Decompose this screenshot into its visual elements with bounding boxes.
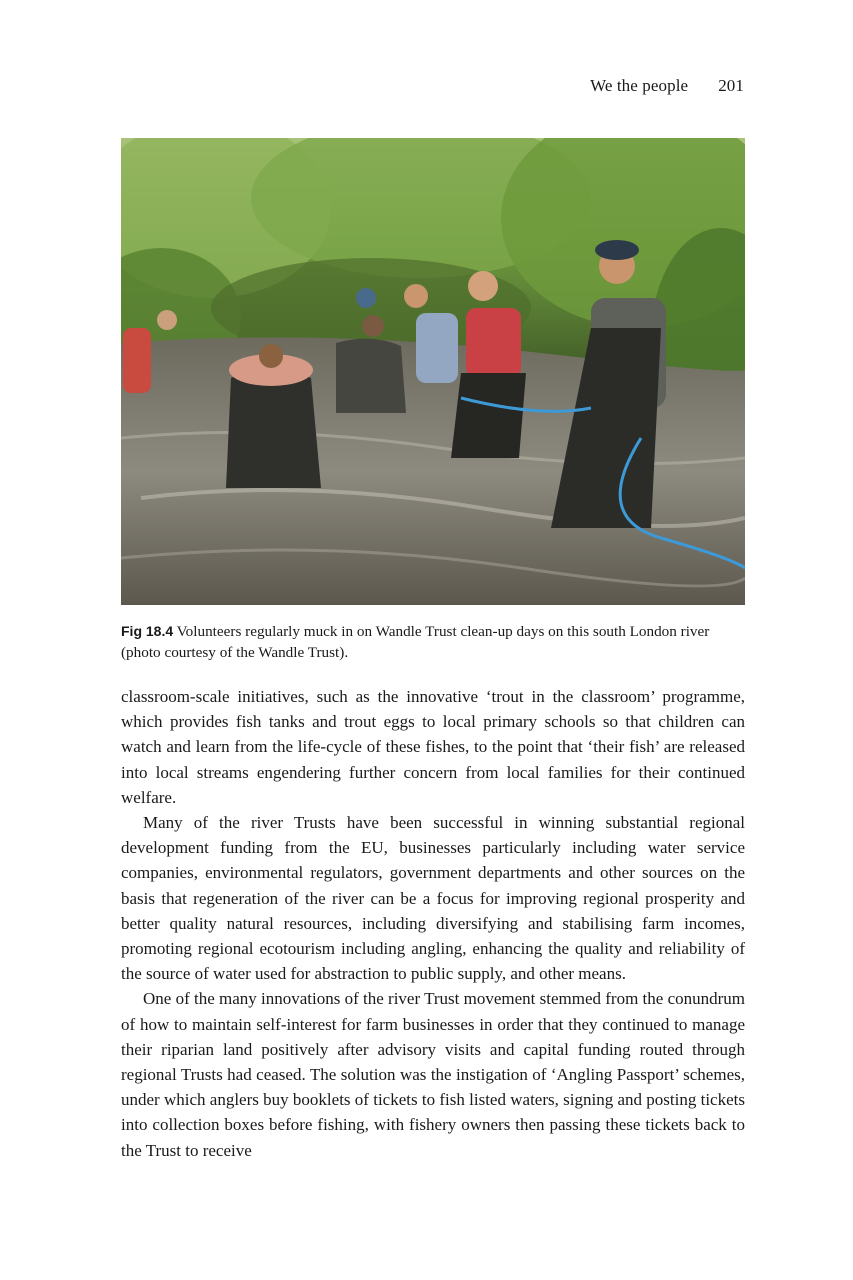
river-cleanup-photo <box>121 138 745 605</box>
paragraph-2: Many of the river Trusts have been successful in winning substantial regional development funding from the EU, businesses particularly including water service companies, environmental regulators, government departments and other sources on the basis that regeneration of the river can be a focus for improving regional prosperity and better quality natural resources, including diversifying and stabilising farm incomes, promoting regional ecotourism including angling, enhancing the quality and reliability of the source of water used for abstraction to public supply, and other means. <box>121 813 745 984</box>
body-text <box>121 684 745 1163</box>
paragraph-1: classroom-scale initiatives, such as the innovative ‘trout in the classroom’ programme, which provides fish tanks and trout eggs to local primary schools so that children can watch and learn from the life-cycle of these fishes, to the point that ‘their fish’ are released into local streams engendering further concern from local families for their continued welfare. <box>121 687 745 807</box>
figure-label: Fig 18.4 <box>121 623 174 639</box>
page-number: 201 <box>718 76 744 95</box>
caption-text: Volunteers regularly muck in on Wandle Trust clean-up days on this south London river (photo courtesy of the Wandle Trust). <box>121 623 710 661</box>
figure-caption <box>121 621 745 663</box>
running-head <box>590 76 744 96</box>
paragraph-3: One of the many innovations of the river Trust movement stemmed from the conundrum of how to maintain self-interest for farm businesses in order that they continued to manage their riparian land positively after advisory visits and capital funding routed through regional Trusts had ceased. The solution was the instigation of ‘Angling Passport’ schemes, under which anglers buy booklets of tickets to fish listed waters, signing and posting tickets into collection boxes before fishing, with fishery owners then passing these tickets back to the Trust to receive <box>121 989 745 1160</box>
figure-photo <box>121 138 745 605</box>
running-title: We the people <box>590 76 689 95</box>
